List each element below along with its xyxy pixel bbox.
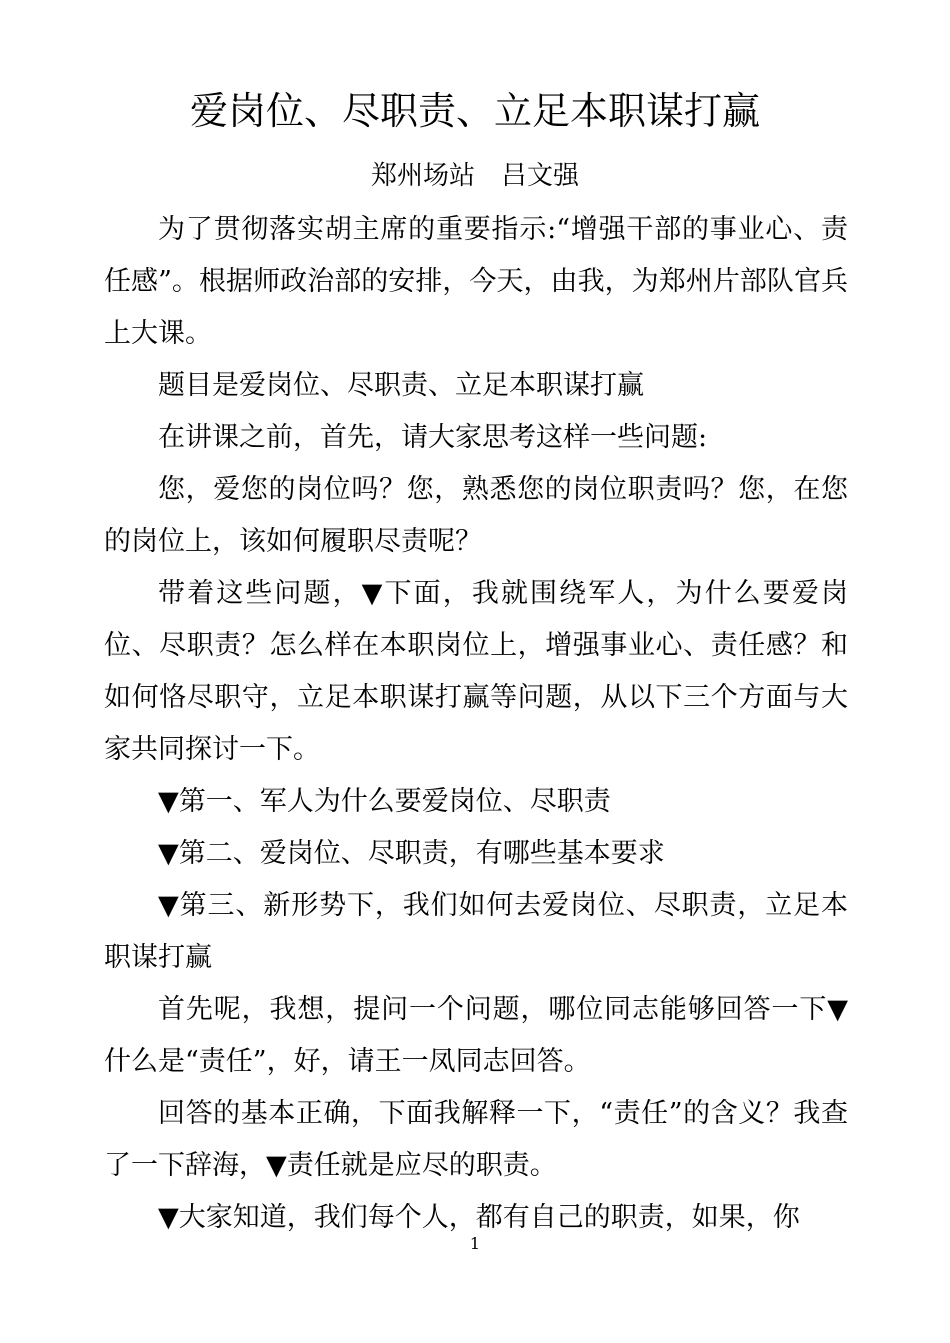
paragraph: 您，爱您的岗位吗？您，熟悉您的岗位职责吗？您，在您的岗位上，该如何履职尽责呢？ [104,474,848,557]
paragraph: ▼第二、爱岗位、尽职责，有哪些基本要求 [158,838,665,869]
author-line: 郑州场站 吕文强 [370,161,579,191]
paragraph: ▼第一、军人为什么要爱岗位、尽职责 [158,786,611,817]
document-body [104,204,848,1244]
paragraph: 在讲课之前，首先，请大家思考这样一些问题: [158,422,708,453]
paragraph: 首先呢，我想，提问一个问题，哪位同志能够回答一下▼什么是“责任”，好，请王一凤同志回答。 [104,994,848,1077]
paragraph: ▼大家知道，我们每个人，都有自己的职责，如果，你 [158,1202,800,1233]
paragraph: 题目是爱岗位、尽职责、立足本职谋打赢 [158,370,644,401]
document-title: 爱岗位、尽职责、立足本职谋打赢 [189,89,760,133]
paragraph: 为了贯彻落实胡主席的重要指示:“增强干部的事业心、责任感”。根据师政治部的安排，今天，由我，为郑州片部队官兵上大课。 [104,214,848,349]
paragraph: ▼第三、新形势下，我们如何去爱岗位、尽职责，立足本职谋打赢 [104,890,848,973]
paragraph: 回答的基本正确，下面我解释一下，“责任”的含义？我查了一下辞海，▼责任就是应尽的职责。 [104,1098,848,1181]
paragraph: 带着这些问题，▼下面，我就围绕军人，为什么要爱岗位、尽职责？怎么样在本职岗位上，增强事业心、责任感？和如何恪尽职守，立足本职谋打赢等问题，从以下三个方面与大家共同探讨一下。 [104,578,848,765]
page-number: 1 [469,1234,481,1253]
